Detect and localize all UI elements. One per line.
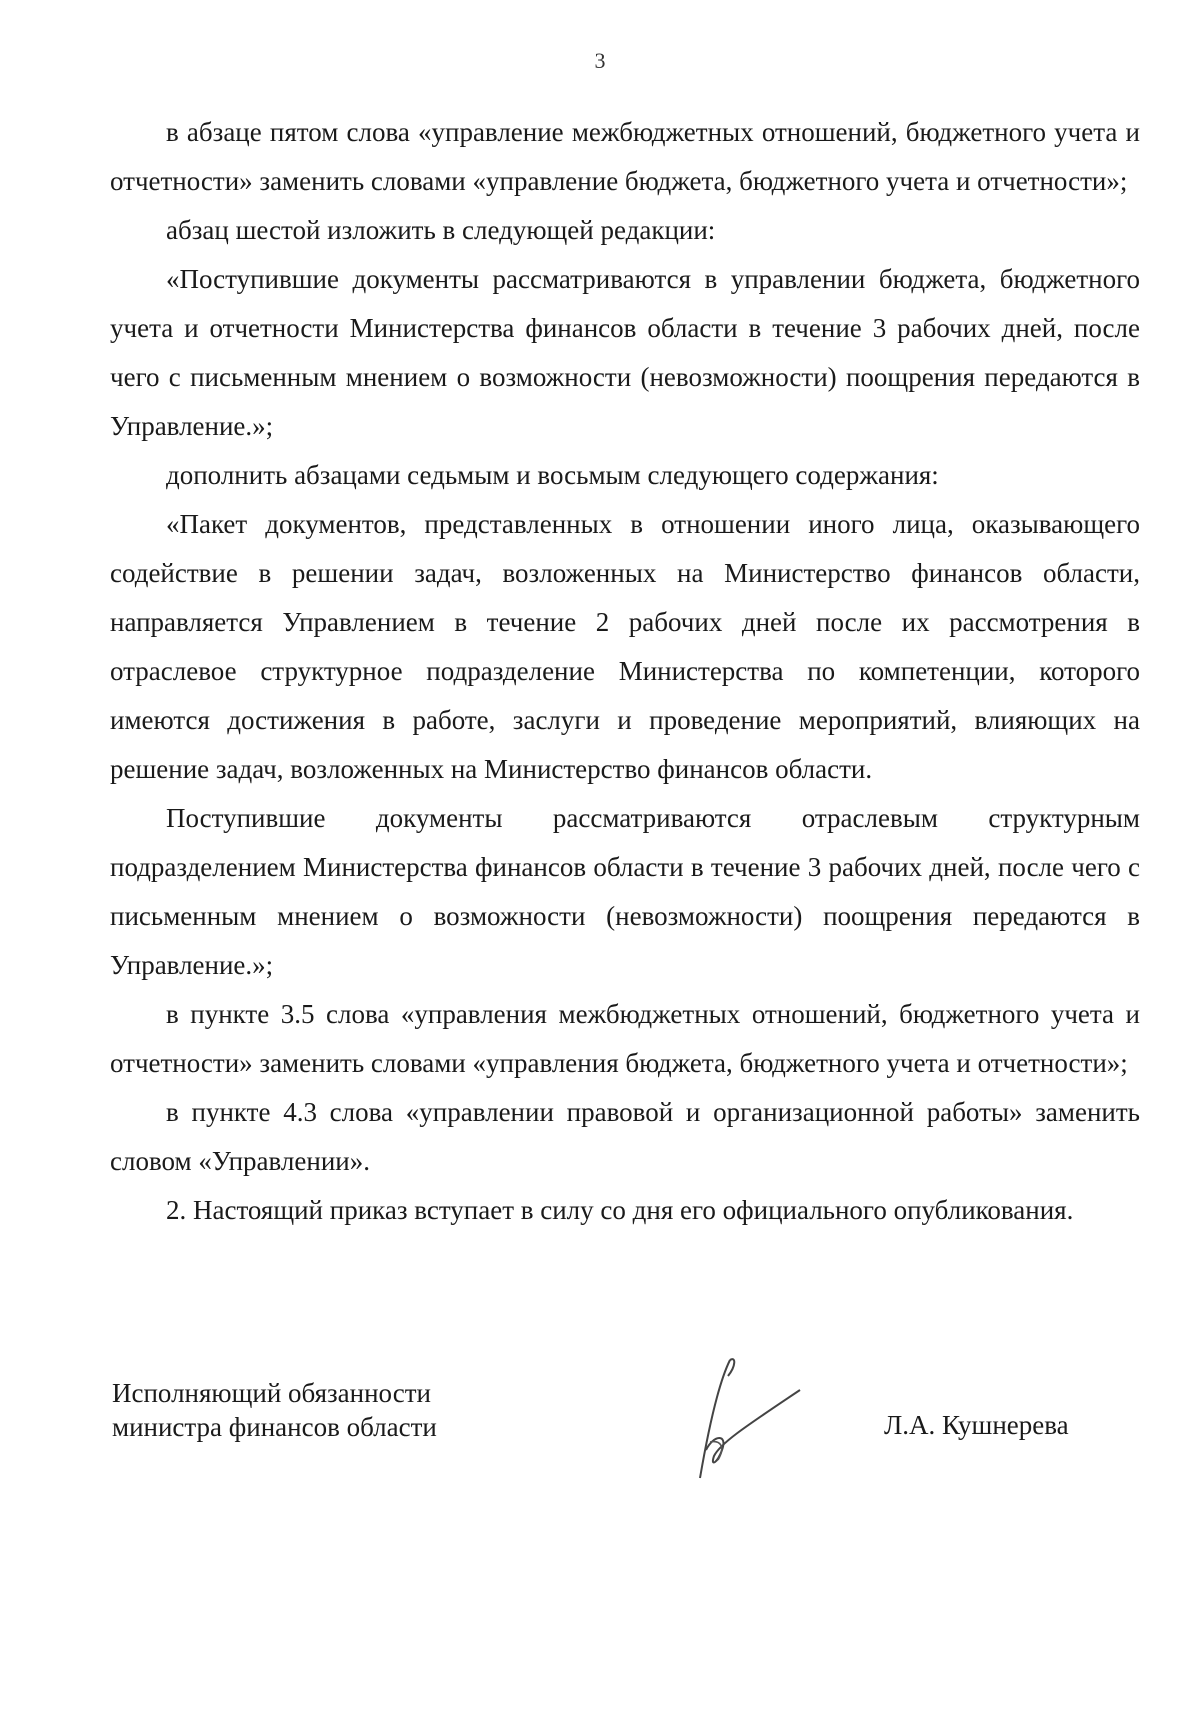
paragraph-9: 2. Настоящий приказ вступает в силу со дня его официального опубликования.	[166, 1195, 1074, 1225]
paragraph-6: Поступившие документы рассматриваются отраслевым структурным подразделением Министерства финансов области в течение 3 рабочих дней, после чего с письменным мнением о возможности (невозможности) поощрения передаются в Управление.»;	[110, 803, 1140, 980]
signatory-name: Л.А. Кушнерева	[884, 1410, 1069, 1440]
signatory-title-line-1: Исполняющий обязанности	[112, 1378, 431, 1408]
paragraph-3: «Поступившие документы рассматриваются в управлении бюджета, бюджетного учета и отчетности Министерства финансов области в течение 3 рабочих дней, после чего с письменным мнением о возможности (невозможности) поощрения передаются в Управление.»;	[110, 264, 1140, 441]
handwritten-signature	[670, 1350, 810, 1490]
paragraph-7: в пункте 3.5 слова «управления межбюджетных отношений, бюджетного учета и отчетности» заменить словами «управления бюджета, бюджетного учета и отчетности»;	[110, 999, 1140, 1078]
page-number: 3	[594, 48, 606, 73]
paragraph-8: в пункте 4.3 слова «управлении правовой и организационной работы» заменить словом «Управлении».	[110, 1097, 1140, 1176]
paragraph-5: «Пакет документов, представленных в отношении иного лица, оказывающего содействие в решении задач, возложенных на Министерство финансов области, направляется Управлением в течение 2 рабочих дней после их рассмотрения в отраслевое структурное подразделение Министерства по компетенции, которого имеются достижения в работе, заслуги и проведение мероприятий, влияющих на решение задач, возложенных на Министерство финансов области.	[110, 509, 1140, 784]
signatory-title	[112, 1376, 437, 1444]
signature-block	[112, 1376, 1112, 1496]
paragraph-2: абзац шестой изложить в следующей редакции:	[166, 215, 716, 245]
document-body	[110, 108, 1140, 1235]
paragraph-4: дополнить абзацами седьмым и восьмым следующего содержания:	[166, 460, 939, 490]
paragraph-1: в абзаце пятом слова «управление межбюджетных отношений, бюджетного учета и отчетности» заменить словами «управление бюджета, бюджетного учета и отчетности»;	[110, 117, 1140, 196]
signatory-title-line-2: министра финансов области	[112, 1412, 437, 1442]
